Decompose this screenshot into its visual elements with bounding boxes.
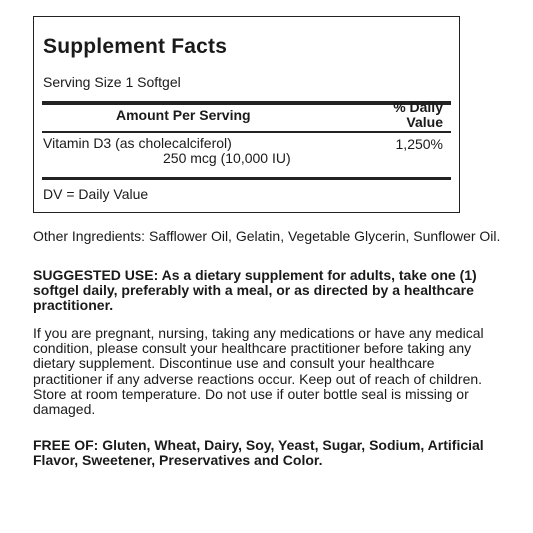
other-ingredients: Other Ingredients: Safflower Oil, Gelatin, Vegetable Glycerin, Sunflower Oil. [33, 228, 501, 244]
dv-footnote: DV = Daily Value [43, 186, 149, 202]
nutrient-row [43, 136, 291, 166]
nutrient-amount: 250 mcg (10,000 IU) [163, 150, 291, 166]
suggested-use-text: As a dietary supplement for adults, take one (1) softgel daily, preferably with a meal, or as directed by a healthcare practitioner. [33, 267, 477, 314]
nutrient-name: Vitamin D3 (as cholecalciferol) [43, 135, 232, 151]
serving-size: Serving Size 1 Softgel [43, 74, 181, 90]
supplement-facts-panel [33, 16, 460, 213]
bottom-divider [42, 177, 451, 180]
dv-header-line2: Value [406, 114, 443, 130]
facts-title: Supplement Facts [43, 35, 228, 58]
thick-divider [42, 101, 451, 105]
dv-header-line1: % Daily [393, 99, 443, 115]
free-of-statement: FREE OF: Gluten, Wheat, Dairy, Soy, Yeast, Sugar, Sodium, Artificial Flavor, Sweetener, Preservatives and Color. [33, 437, 484, 469]
nutrient-daily-value: 1,250% [395, 136, 443, 152]
daily-value-header [393, 100, 443, 130]
suggested-use [33, 268, 503, 314]
amount-per-serving-header: Amount Per Serving [116, 107, 251, 123]
warning-text: If you are pregnant, nursing, taking any medications or have any medical condition, please consult your healthcare practitioner before taking any dietary supplement. Discontinue use and consult your healthcare practitioner if any adverse reactions occur. Keep out of reach of children. Store at room temperature. Do not use if outer bottle seal is missing or damaged. [33, 325, 484, 418]
header-divider [42, 131, 451, 133]
suggested-use-label: SUGGESTED USE: [33, 267, 159, 283]
